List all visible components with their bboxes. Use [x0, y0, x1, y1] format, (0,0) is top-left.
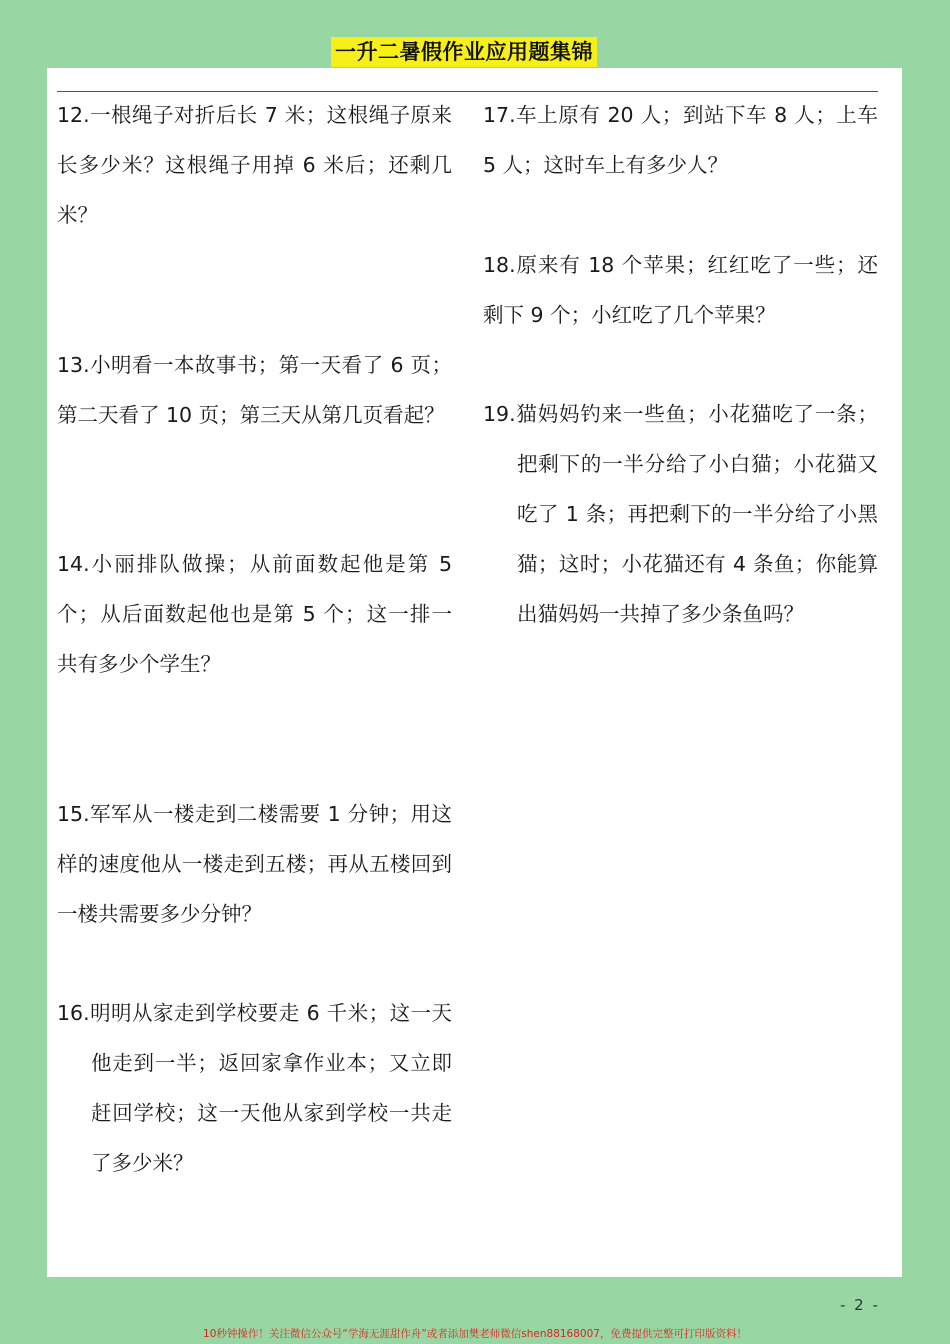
question-12: 12.一根绳子对折后长 7 米；这根绳子原来长多少米？这根绳子用掉 6 米后；还剩几米？ [57, 103, 452, 227]
question-19: 19.猫妈妈钓来一些鱼；小花猫吃了一条；把剩下的一半分给了小白猫；小花猫又吃了 1 条；再把剩下的一半分给了小黑猫；这时；小花猫还有 4 条鱼；你能算出猫妈妈一共掉了多少条鱼吗？ [483, 402, 878, 626]
footer-notice: 10秒钟操作！关注微信公众号“学海无涯甜作舟”或者添加樊老师微信shen88168007，免费提供完整可打印版资料！ [203, 1328, 747, 1340]
worksheet-page [47, 68, 902, 1277]
question-18: 18.原来有 18 个苹果；红红吃了一些；还剩下 9 个；小红吃了几个苹果？ [483, 253, 878, 327]
question-14: 14.小丽排队做操；从前面数起他是第 5 个；从后面数起他也是第 5 个；这一排一共有多少个学生？ [57, 552, 452, 676]
page-title: 一升二暑假作业应用题集锦 [331, 37, 597, 67]
question-17: 17.车上原有 20 人；到站下车 8 人；上车 5 人；这时车上有多少人？ [483, 103, 878, 177]
question-16: 16.明明从家走到学校要走 6 千米；这一天他走到一半；返回家拿作业本；又立即赶回学校；这一天他从家到学校一共走了多少米？ [57, 1001, 452, 1175]
page-number: - 2 - [840, 1296, 880, 1314]
question-15: 15.军军从一楼走到二楼需要 1 分钟；用这样的速度他从一楼走到五楼；再从五楼回到一楼共需要多少分钟？ [57, 802, 452, 926]
question-13: 13.小明看一本故事书；第一天看了 6 页；第二天看了 10 页；第三天从第几页看起？ [57, 353, 452, 427]
